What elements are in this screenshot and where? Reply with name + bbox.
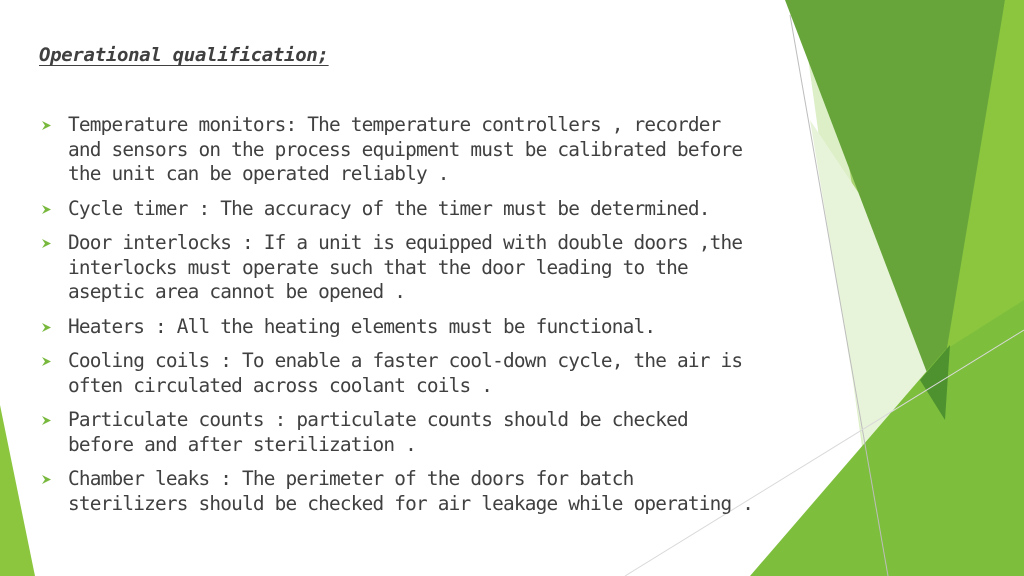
arrow-bullet-icon — [40, 233, 54, 253]
bullet-text: Particulate counts : particulate counts should be checked before and after sterilization . — [68, 408, 688, 456]
arrow-bullet-icon — [40, 410, 54, 430]
bullet-item — [40, 408, 760, 457]
bullet-list — [40, 113, 760, 526]
bullet-item — [40, 197, 760, 222]
bullet-text: Cycle timer : The accuracy of the timer must be determined. — [68, 196, 710, 220]
arrow-bullet-icon — [40, 115, 54, 135]
left-green-shape — [0, 405, 35, 576]
bullet-text: Door interlocks : If a unit is equipped with double doors ,the interlocks must operate such that the door leading to the aseptic area cannot be opened . — [68, 231, 743, 303]
bullet-text: Chamber leaks : The perimeter of the doors for batch sterilizers should be checked for air leakage while operating . — [68, 467, 754, 515]
bullet-item — [40, 315, 760, 340]
bullet-item — [40, 113, 760, 187]
bullet-text: Heaters : All the heating elements must be functional. — [68, 314, 656, 338]
slide-title: Operational qualification; — [39, 44, 329, 66]
bullet-item — [40, 231, 760, 305]
arrow-bullet-icon — [40, 199, 54, 219]
bullet-item — [40, 467, 760, 516]
arrow-bullet-icon — [40, 351, 54, 371]
arrow-bullet-icon — [40, 317, 54, 337]
arrow-bullet-icon — [40, 469, 54, 489]
bullet-item — [40, 349, 760, 398]
bullet-text: Temperature monitors: The temperature controllers , recorder and sensors on the process equipment must be calibrated before the unit can be operated reliably . — [68, 113, 743, 185]
bullet-text: Cooling coils : To enable a faster cool-down cycle, the air is often circulated across coolant coils . — [68, 349, 743, 397]
